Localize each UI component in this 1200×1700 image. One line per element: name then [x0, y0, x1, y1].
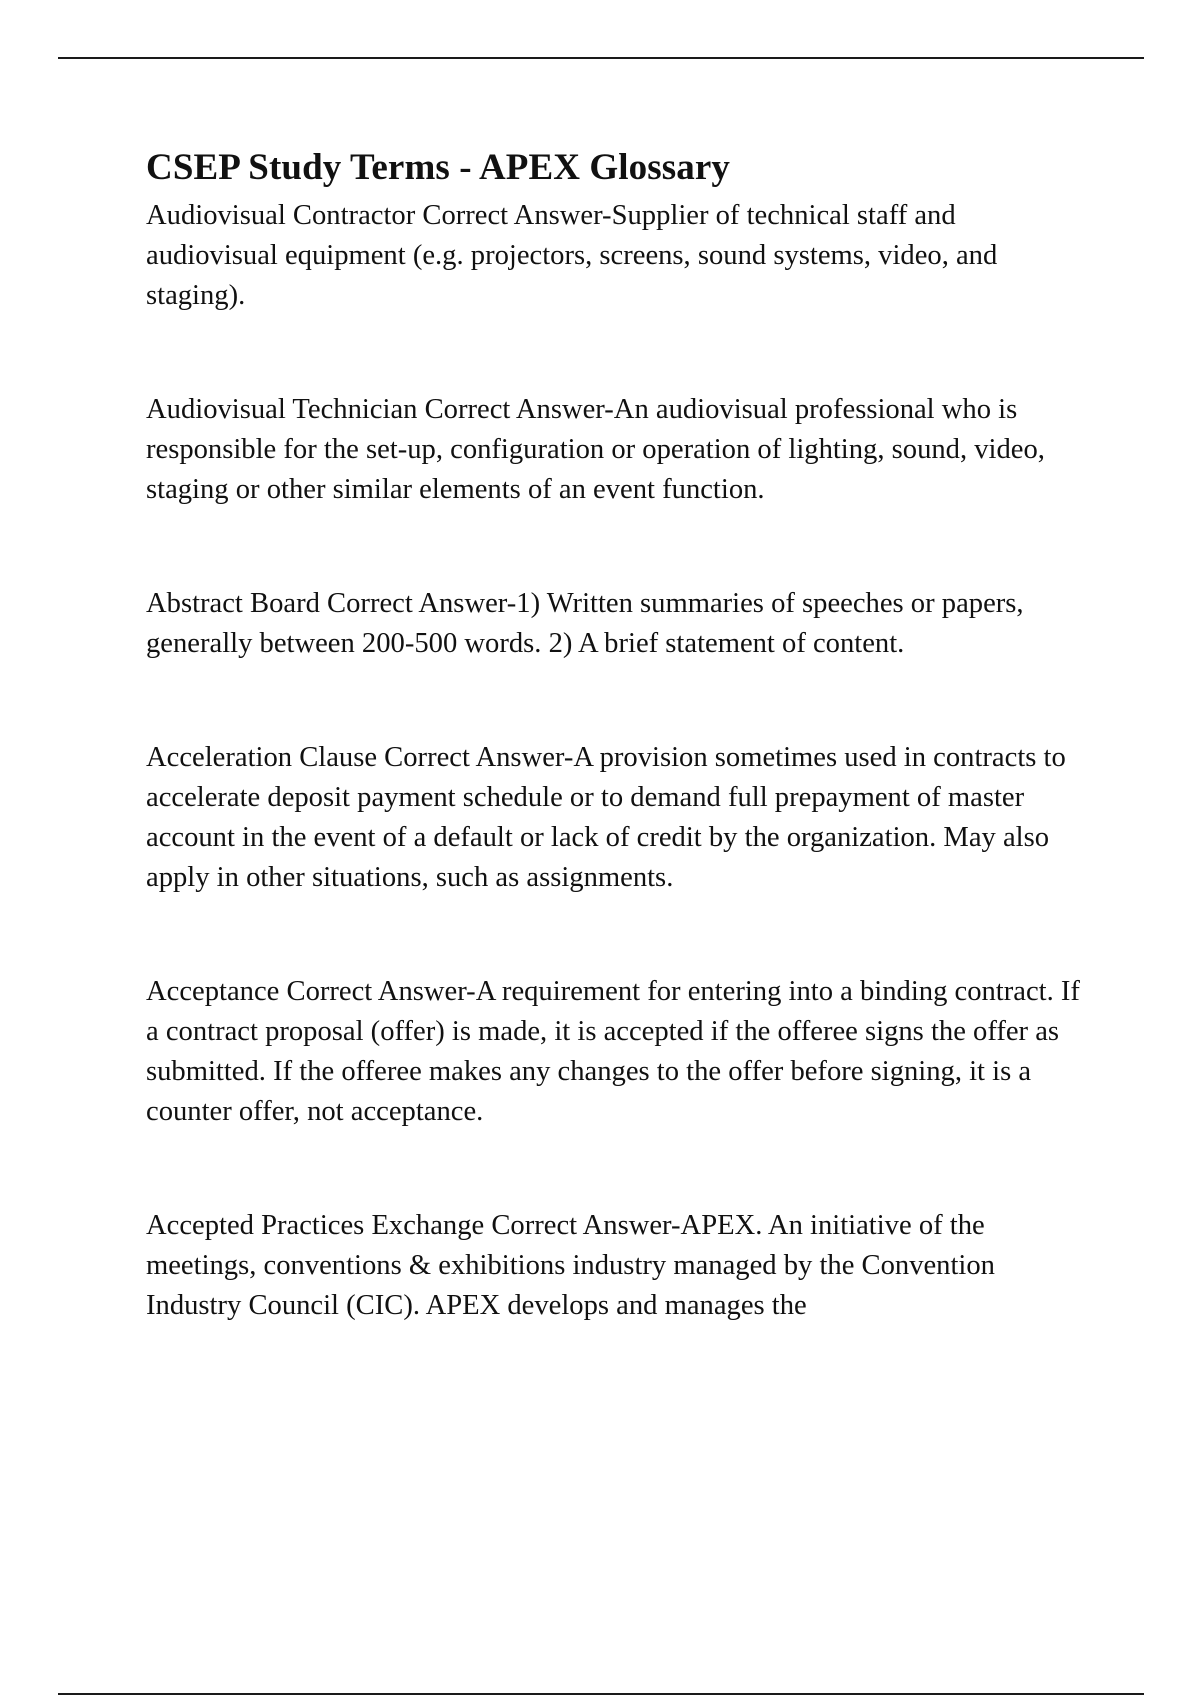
- entry-term: Audiovisual Technician: [146, 394, 418, 425]
- entry-definition: A provision sometimes used in contracts to accelerate deposit payment schedule or to demand full prepayment of master account in the event of a default or lack of credit by the organization. May also apply in other situations, such as assignments.: [146, 742, 1066, 893]
- entry-separator: Correct Answer-: [279, 976, 476, 1007]
- glossary-entry: [146, 738, 1086, 898]
- entry-separator: Correct Answer-: [484, 1210, 681, 1241]
- entry-separator: Correct Answer-: [415, 200, 612, 231]
- entry-definition: An audiovisual professional who is responsible for the set-up, configuration or operation of lighting, sound, video, staging or other similar elements of an event function.: [146, 394, 1045, 505]
- entry-definition: A requirement for entering into a binding contract. If a contract proposal (offer) is made, it is accepted if the offeree signs the offer as submitted. If the offeree makes any changes to the offer before signing, it is a counter offer, not acceptance.: [146, 976, 1080, 1127]
- footer-rule: [58, 1693, 1144, 1695]
- glossary-entry: [146, 390, 1086, 510]
- entry-definition: 1) Written summaries of speeches or papers, generally between 200-500 words. 2) A brief statement of content.: [146, 588, 1024, 659]
- document-body: [146, 146, 1086, 1326]
- glossary-entry: [146, 196, 1086, 316]
- glossary-entry: [146, 972, 1086, 1132]
- entry-term: Acceptance: [146, 976, 280, 1007]
- header-rule: [58, 57, 1144, 59]
- entry-separator: Correct Answer-: [417, 394, 614, 425]
- entry-separator: Correct Answer-: [377, 742, 574, 773]
- entry-separator: Correct Answer-: [319, 588, 517, 619]
- entry-term: Audiovisual Contractor: [146, 200, 416, 231]
- page-title: CSEP Study Terms - APEX Glossary: [146, 147, 730, 188]
- entry-term: Accepted Practices Exchange: [146, 1210, 485, 1241]
- entry-definition: APEX. An initiative of the meetings, conventions & exhibitions industry managed by the Convention Industry Council (CIC). APEX develops and manages the: [146, 1210, 995, 1321]
- entry-term: Acceleration Clause: [146, 742, 378, 773]
- glossary-entry: [146, 584, 1086, 664]
- entry-term: Abstract Board: [146, 588, 320, 619]
- glossary-entry: [146, 1206, 1086, 1326]
- entry-definition: Supplier of technical staff and audiovisual equipment (e.g. projectors, screens, sound systems, video, and staging).: [146, 200, 998, 311]
